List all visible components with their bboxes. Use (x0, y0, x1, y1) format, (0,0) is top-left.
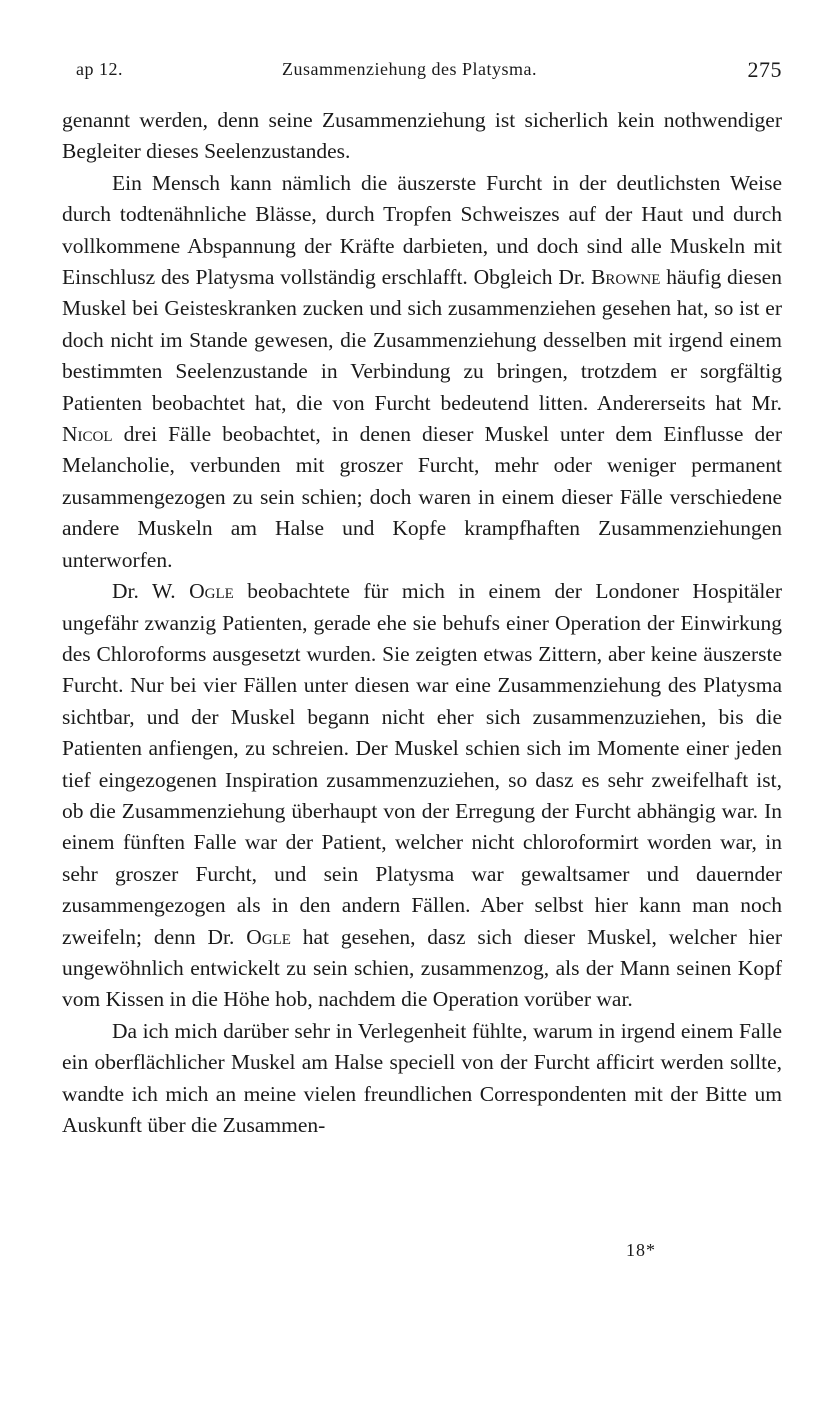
body-text (62, 105, 782, 1141)
paragraph-1 (62, 105, 782, 168)
text-run: drei Fälle beobachtet, in denen dieser Muskel unter dem Einflusse der Melancholie, verbunden mit groszer Furcht, mehr oder weniger permanent zusammengezogen zu sein schien; doch waren in einem dieser Fälle verschiedene andere Muskeln am Halse und Kopfe krampfhaften Zusammenziehungen unterworfen. (62, 422, 782, 572)
paragraph-4 (62, 1016, 782, 1142)
paragraph-3 (62, 576, 782, 1016)
text-run: beobachtete für mich in einem der Londoner Hospitäler ungefähr zwanzig Patienten, gerade ehe sie behufs einer Operation der Einwirkung des Chloroforms ausgesetzt wurden. Sie zeigten etwas Zittern, aber keine äuszerste Furcht. Nur bei vier Fällen unter diesen war eine Zusammenziehung des Platysma sichtbar, und der Muskel begann nicht eher sich zusammenzuziehen, bis die Patienten anfiengen, zu schreien. Der Muskel schien sich im Momente einer jeden tief eingezogenen Inspiration zusammenzuziehen, so dasz es sehr zweifelhaft ist, ob die Zusammenziehung überhaupt von der Erregung der Furcht abhängig war. In einem fünften Falle war der Patient, welcher nicht chloroformirt worden war, in sehr groszer Furcht, und sein Platysma war gewaltsamer und dauernder zusammengezogen als in den andern Fällen. Aber selbst hier kann man noch zweifeln; denn Dr. (62, 579, 782, 949)
person-name: Ogle (189, 579, 234, 604)
text-run: häufig diesen Muskel bei Geisteskranken zucken und sich zusammenziehen gesehen hat, so ist er doch nicht im Stande gewesen, die Zusammenziehung desselben mit irgend einem bestimmten Seelenzustande in Verbindung zu bringen, trotzdem er sorgfältig Patienten beobachtet hat, die von Furcht bedeutend litten. Andererseits hat Mr. (62, 265, 782, 415)
person-name: Browne (591, 265, 661, 290)
text-run: Ein Mensch kann nämlich die äuszerste Furcht in der deutlichsten Weise durch todtenähnliche Blässe, durch Tropfen Schweiszes auf der Haut und durch vollkommene Abspannung der Kräfte darbieten, und doch sind alle Muskeln mit Einschlusz des Platysma vollständig erschlafft. Obgleich Dr. (62, 170, 782, 290)
person-name: Nicol (62, 422, 113, 447)
text-run: genannt werden, denn seine Zusammenziehung ist sicherlich kein nothwendiger Begleiter dieses Seelenzustandes. (62, 108, 782, 164)
paragraph-2 (62, 168, 782, 576)
text-run: Da ich mich darüber sehr in Verlegenheit fühlte, warum in irgend einem Falle ein oberflächlicher Muskel am Halse speciell von der Furcht afficirt werden sollte, wandte ich mich an meine vielen freundlichen Correspondenten mit der Bitte um Auskunft über die Zusammen- (62, 1018, 782, 1137)
book-page (62, 55, 782, 1141)
page-number: 275 (747, 57, 782, 82)
header-title: Zusammenziehung des Platysma. (282, 59, 537, 79)
text-run: Dr. W. (112, 579, 190, 604)
signature-mark: 18* (626, 1240, 656, 1260)
person-name: Ogle (246, 924, 291, 949)
text-run: hat gesehen, dasz sich dieser Muskel, welcher hier ungewöhnlich entwickelt zu sein schien, zusammenzog, als der Mann seinen Kopf vom Kissen in die Höhe hob, nachdem die Operation vorüber war. (62, 924, 782, 1012)
running-header (62, 55, 782, 91)
header-chapter: ap 12. (76, 59, 123, 79)
